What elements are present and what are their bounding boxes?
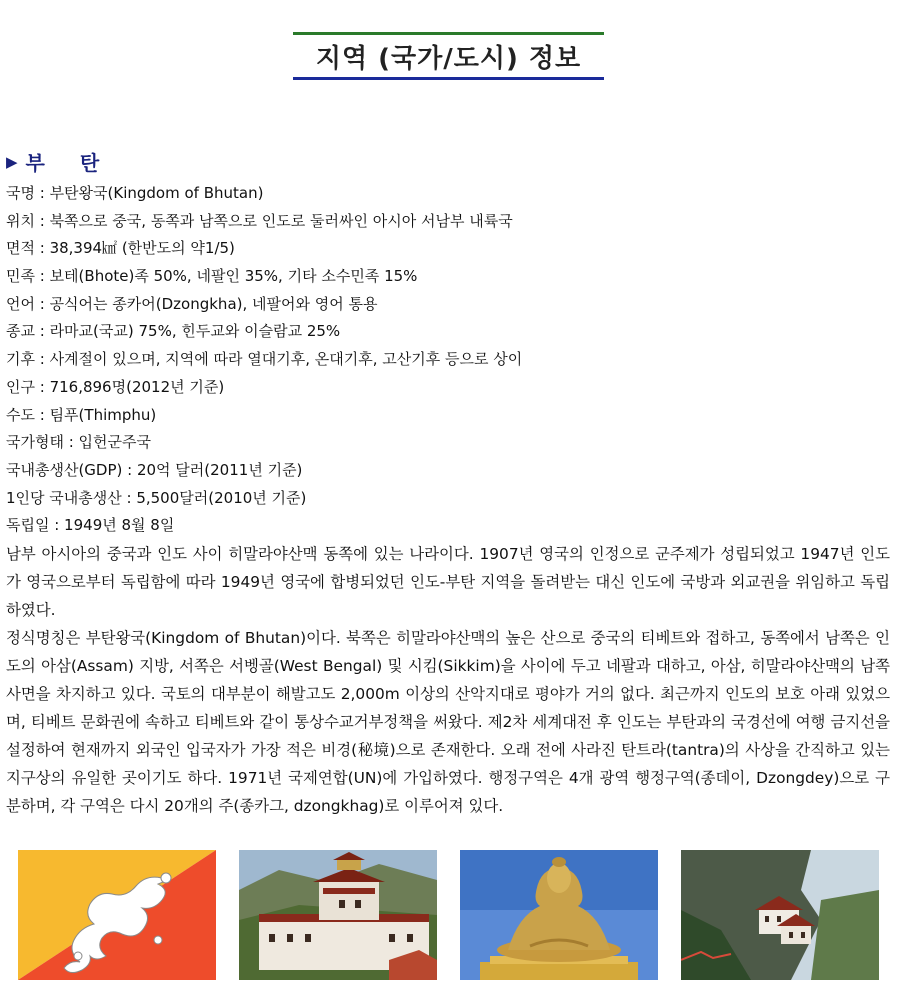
buddha-statue-icon <box>460 850 658 980</box>
bhutan-flag-icon <box>18 850 216 980</box>
photo-dzong <box>239 850 437 980</box>
fact-religion: 종교 : 라마교(국교) 75%, 힌두교와 이슬람교 25% <box>6 322 341 341</box>
country-name: 부 탄 <box>25 151 114 175</box>
section-heading <box>6 147 113 176</box>
dzong-fortress-icon <box>239 850 437 980</box>
paragraph-history: 남부 아시아의 중국과 인도 사이 히말라야산맥 동쪽에 있는 나라이다. 1907년 영국의 인정으로 군주제가 성립되었고 1947년 인도가 영국으로부터 독립함에 따라 1949년 영국에 합병되었던 인도-부탄 지역을 돌려받는 대신 인도에 국방과 외교권을 위임하고 독립하였다. <box>6 545 890 619</box>
photo-monastery <box>681 850 879 980</box>
fact-climate: 기후 : 사계절이 있으며, 지역에 따라 열대기후, 온대기후, 고산기후 등으로 상이 <box>6 350 523 369</box>
title-box <box>293 32 604 80</box>
fact-country-name: 국명 : 부탄왕국(Kingdom of Bhutan) <box>6 184 264 202</box>
paragraph-geography: 정식명칭은 부탄왕국(Kingdom of Bhutan)이다. 북쪽은 히말라야산맥의 높은 산으로 중국의 티베트와 접하고, 동쪽에서 남쪽은 인도의 아삼(Assam) 지방, 서쪽은 서벵골(West Bengal) 및 시킴(Sikkim)을 사이에 두고 네팔과 대하고, 아삼, 히말라야산맥의 남쪽 사면을 차지하고 있다. 국토의 대부분이 해발고도 2,000m 이상의 산악지대로 평야가 거의 없다. 최근까지 인도의 보호 아래 있었으며, 티베트 문화권에 속하고 티베트와 같이 통상수교거부정책을 써왔다. 제2차 세계대전 후 인도는 부탄과의 국경선에 여행 금지선을 설정하여 현재까지 외국인 입국자가 가장 적은 비경(秘境)으로 존재한다. 오래 전에 사라진 탄트라(tantra)의 사상을 간직하고 있는 지구상의 유일한 곳이기도 하다. 1971년 국제연합(UN)에 가입하였다. 행정구역은 4개 광역 행정구역(종데이, Dzongdey)으로 구분하며, 각 구역은 다시 20개의 주(종카그, dzongkhag)로 이루어져 있다. <box>6 629 890 815</box>
fact-location: 위치 : 북쪽으로 중국, 동쪽과 남쪽으로 인도로 둘러싸인 아시아 서남부 내륙국 <box>6 211 513 230</box>
triangle-right-icon: ▶ <box>6 152 18 171</box>
fact-gdp: 국내총생산(GDP) : 20억 달러(2011년 기준) <box>6 460 303 479</box>
photo-buddha <box>460 850 658 980</box>
fact-government: 국가형태 : 입헌군주국 <box>6 433 152 452</box>
cliff-monastery-icon <box>681 850 879 980</box>
fact-independence-day: 독립일 : 1949년 8월 8일 <box>6 516 175 535</box>
photo-flag <box>18 850 216 980</box>
fact-language: 언어 : 공식어는 종카어(Dzongkha), 네팔어와 영어 통용 <box>6 294 378 313</box>
fact-ethnicity: 민족 : 보테(Bhote)족 50%, 네팔인 35%, 기타 소수민족 15% <box>6 267 418 286</box>
photo-strip <box>18 850 882 980</box>
page-title: 지역 (국가/도시) 정보 <box>315 43 582 74</box>
facts-list <box>6 180 896 540</box>
fact-gdp-per-capita: 1인당 국내총생산 : 5,500달러(2010년 기준) <box>6 488 307 507</box>
fact-capital: 수도 : 팀푸(Thimphu) <box>6 405 157 424</box>
fact-area: 면적 : 38,394㎢ (한반도의 약1/5) <box>6 239 235 258</box>
description <box>6 540 890 820</box>
fact-population: 인구 : 716,896명(2012년 기준) <box>6 377 225 396</box>
